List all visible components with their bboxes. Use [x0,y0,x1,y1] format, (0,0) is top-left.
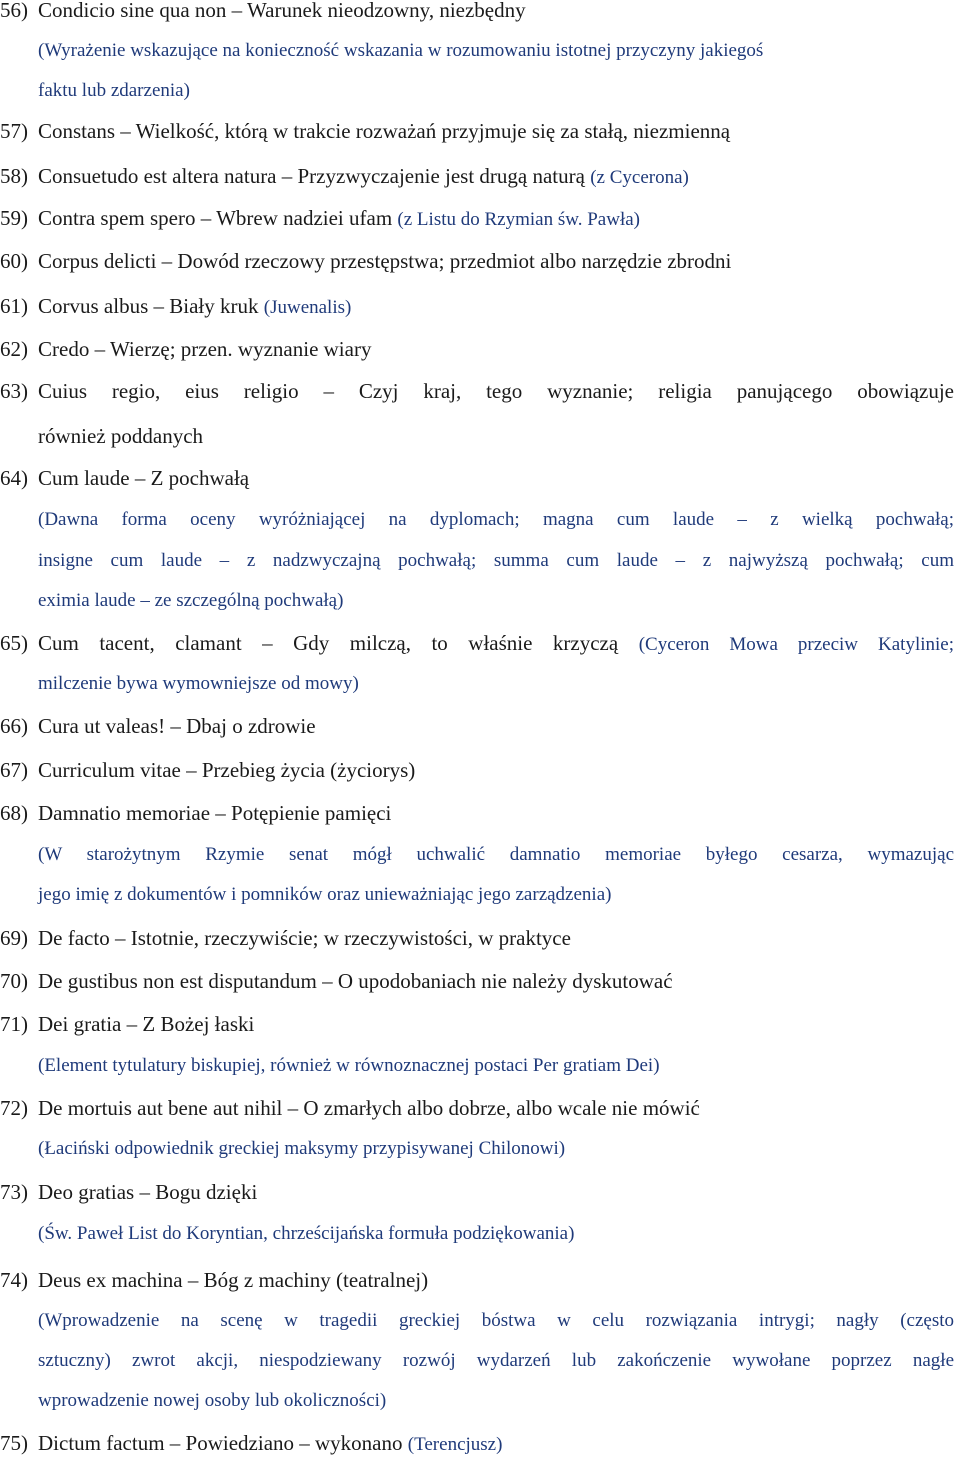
entry-line [0,1096,960,1121]
entry-source: (z Cycerona) [590,167,689,188]
entry-note: (Wyrażenie wskazujące na konieczność wskazania w rozumowaniu istotnej przyczyny jakiegoś [38,40,764,61]
entry-text: Contra spem spero – Wbrew nadziei ufam [38,206,398,230]
entry-line [0,801,960,826]
entry-line [0,631,960,656]
entry-line [0,1012,960,1037]
entry-number: 62) [0,337,28,361]
entry-text: De gustibus non est disputandum – O upodobaniach nie należy dyskutować [38,969,673,993]
entry-line [0,1431,960,1456]
entry-number: 58) [0,164,28,188]
entry-note: sztuczny) zwrot akcji, niespodziewany rozwój wydarzeń lub zakończenie wywołane poprzez nagłe [38,1350,954,1371]
entry-text: Dei gratia – Z Bożej łaski [38,1012,255,1036]
entry-text: Condicio sine qua non – Warunek nieodzowny, niezbędny [38,0,526,22]
entry-text: Consuetudo est altera natura – Przyzwyczajenie jest drugą naturą [38,164,591,188]
entry-note: (Element tytulatury biskupiej, również w równoznacznej postaci Per gratiam Dei) [38,1055,660,1076]
entry-line [0,294,960,319]
entry-line [0,714,960,739]
entry-number: 63) [0,379,28,403]
entry-text: Deo gratias – Bogu dzięki [38,1180,258,1204]
entry-number: 72) [0,1096,28,1120]
entry-note: (Św. Paweł List do Koryntian, chrześcijańska formuła podziękowania) [38,1223,575,1244]
entry-note: (Wprowadzenie na scenę w tragedii greckiej bóstwa w celu rozwiązania intrygi; nagły (często [38,1310,954,1331]
entry-note: eximia laude – ze szczególną pochwałą) [38,590,344,611]
entry-note: (W starożytnym Rzymie senat mógł uchwalić damnatio memoriae byłego cesarza, wymazując [38,844,954,865]
entry-note: insigne cum laude – z nadzwyczajną pochwałą; summa cum laude – z najwyższą pochwałą; cum [38,550,954,571]
entry-line [0,206,960,231]
entry-number: 66) [0,714,28,738]
entry-number: 56) [0,0,28,22]
entry-continuation: również poddanych [38,424,204,448]
entry-text: Curriculum vitae – Przebieg życia (życiorys) [38,758,416,782]
entry-note: jego imię z dokumentów i pomników oraz unieważniając jego zarządzenia) [38,884,612,905]
entry-number: 73) [0,1180,28,1204]
entry-number: 75) [0,1431,28,1455]
entry-note: wprowadzenie nowej osoby lub okoliczności) [38,1390,387,1411]
entry-number: 67) [0,758,28,782]
entry-number: 61) [0,294,28,318]
entry-line [0,926,960,951]
entry-note: milczenie bywa wymowniejsze od mowy) [38,673,359,694]
entry-source: (Terencjusz) [407,1434,503,1455]
entry-line [0,1268,960,1293]
entry-number: 60) [0,249,28,273]
entry-text: Corpus delicti – Dowód rzeczowy przestępstwa; przedmiot albo narzędzie zbrodni [38,249,732,273]
entry-line [0,249,960,274]
entry-number: 59) [0,206,28,230]
entry-number: 64) [0,466,28,490]
entry-note: (Łaciński odpowiednik greckiej maksymy przypisywanej Chilonowi) [38,1138,566,1159]
entry-number: 74) [0,1268,28,1292]
entry-number: 70) [0,969,28,993]
entry-text: Deus ex machina – Bóg z machiny (teatralnej) [38,1268,429,1292]
entry-text: Cum laude – Z pochwałą [38,466,250,490]
entry-line [0,337,960,362]
entry-text: Credo – Wierzę; przen. wyznanie wiary [38,337,372,361]
entry-number: 69) [0,926,28,950]
entry-text: Damnatio memoriae – Potępienie pamięci [38,801,392,825]
entry-line [0,379,960,404]
entry-number: 65) [0,631,28,655]
entry-note: faktu lub zdarzenia) [38,80,190,101]
entry-text: De facto – Istotnie, rzeczywiście; w rzeczywistości, w praktyce [38,926,571,950]
entry-line [0,758,960,783]
entry-text: Corvus albus – Biały kruk [38,294,264,318]
entry-text: Dictum factum – Powiedziano – wykonano [38,1431,408,1455]
entry-text: Cum tacent, clamant – Gdy milczą, to właśnie krzyczą [38,631,639,655]
entry-text: Cuius regio, eius religio – Czyj kraj, tego wyznanie; religia panującego obowiązuje [38,379,954,403]
entry-source: (Juwenalis) [263,297,352,318]
entry-text: Cura ut valeas! – Dbaj o zdrowie [38,714,316,738]
entry-line [0,1180,960,1205]
entry-text: De mortuis aut bene aut nihil – O zmarłych albo dobrze, albo wcale nie mówić [38,1096,700,1120]
entry-source: (Cyceron Mowa przeciw Katylinie; [638,634,954,655]
entry-line [0,0,960,23]
entry-text: Constans – Wielkość, którą w trakcie rozważań przyjmuje się za stałą, niezmienną [38,119,731,143]
entry-line [0,466,960,491]
entry-note: (Dawna forma oceny wyróżniającej na dyplomach; magna cum laude – z wielką pochwałą; [38,509,954,530]
entry-source: (z Listu do Rzymian św. Pawła) [397,209,640,230]
entry-line [0,969,960,994]
entry-number: 57) [0,119,28,143]
entry-line [0,119,960,144]
entry-number: 68) [0,801,28,825]
entry-line [0,164,960,189]
entry-number: 71) [0,1012,28,1036]
